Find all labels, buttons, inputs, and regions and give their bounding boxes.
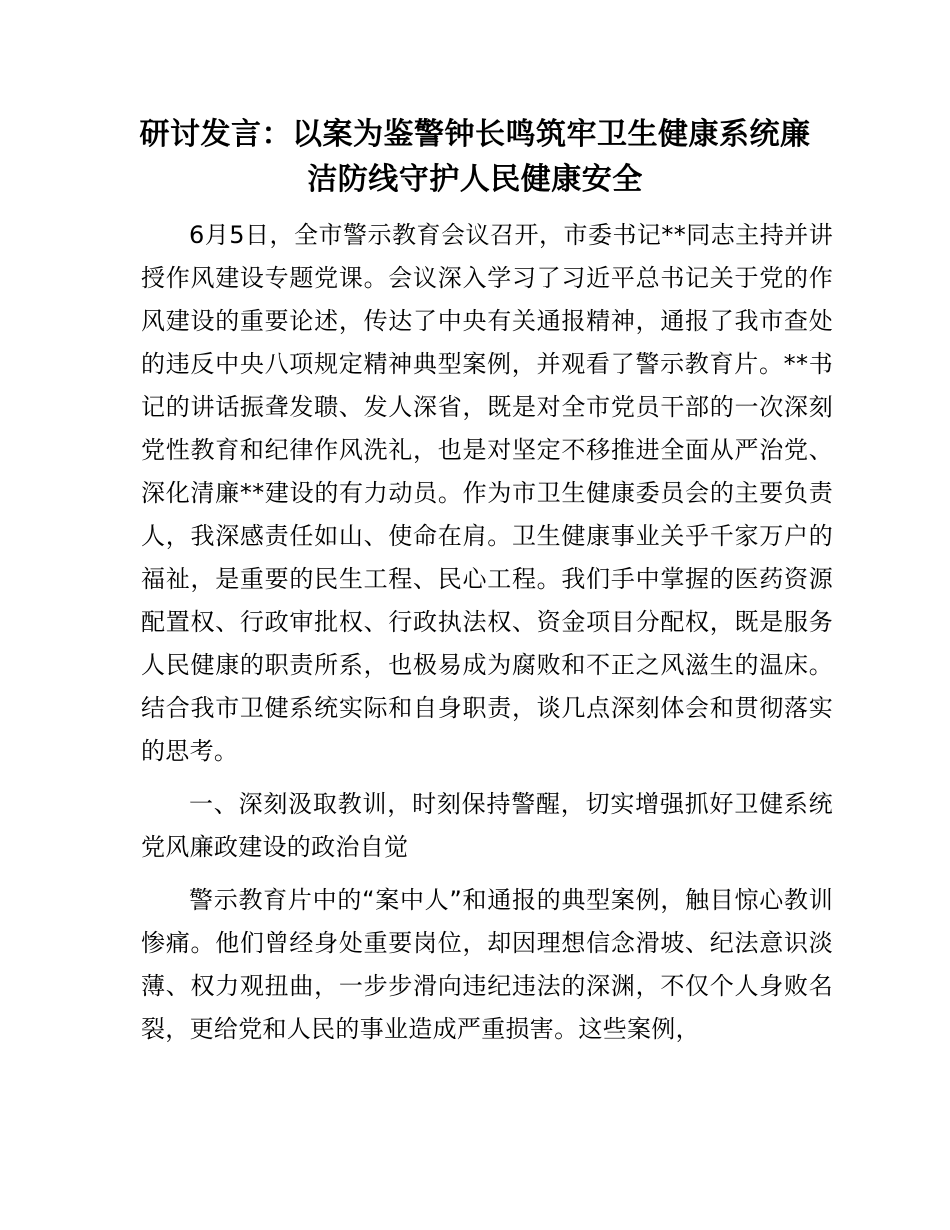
paragraph-section-1: 警示教育片中的“案中人”和通报的典型案例，触目惊心教训惨痛。他们曾经身处重要岗位，却因理想信念滑坡、纪法意识淡薄、权力观扭曲，一步步滑向违纪违法的深渊，不仅个人身败名裂，更给党和人民的事业造成严重损害。这些案例，: [141, 886, 833, 1043]
document-body: [141, 214, 833, 1051]
paragraph-gap: [141, 869, 833, 879]
document-title: 研讨发言：以案为鉴警钟长鸣筑牢卫生健康系统廉洁防线守护人民健康安全: [139, 117, 811, 197]
paragraph-intro: 6月5日，全市警示教育会议召开，市委书记**同志主持并讲授作风建设专题党课。会议深入学习了习近平总书记关于党的作风建设的重要论述，传达了中央有关通报精神，通报了我市查处的违反中央八项规定精神典型案例，并观看了警示教育片。**书记的讲话振聋发聩、发人深省，既是对全市党员干部的一次深刻党性教育和纪律作风洗礼，也是对坚定不移推进全面从严治党、深化清廉**建设的有力动员。作为市卫生健康委员会的主要负责人，我深感责任如山、使命在肩。卫生健康事业关乎千家万户的福祉，是重要的民生工程、民心工程。我们手中掌握的医药资源配置权、行政审批权、行政执法权、资金项目分配权，既是服务人民健康的职责所系，也极易成为腐败和不正之风滋生的温床。结合我市卫健系统实际和自身职责，谈几点深刻体会和贯彻落实的思考。: [141, 221, 833, 765]
section-heading-1: 一、深刻汲取教训，时刻保持警醒，切实增强抓好卫健系统党风廉政建设的政治自觉: [141, 790, 833, 861]
paragraph-gap: [141, 773, 833, 783]
